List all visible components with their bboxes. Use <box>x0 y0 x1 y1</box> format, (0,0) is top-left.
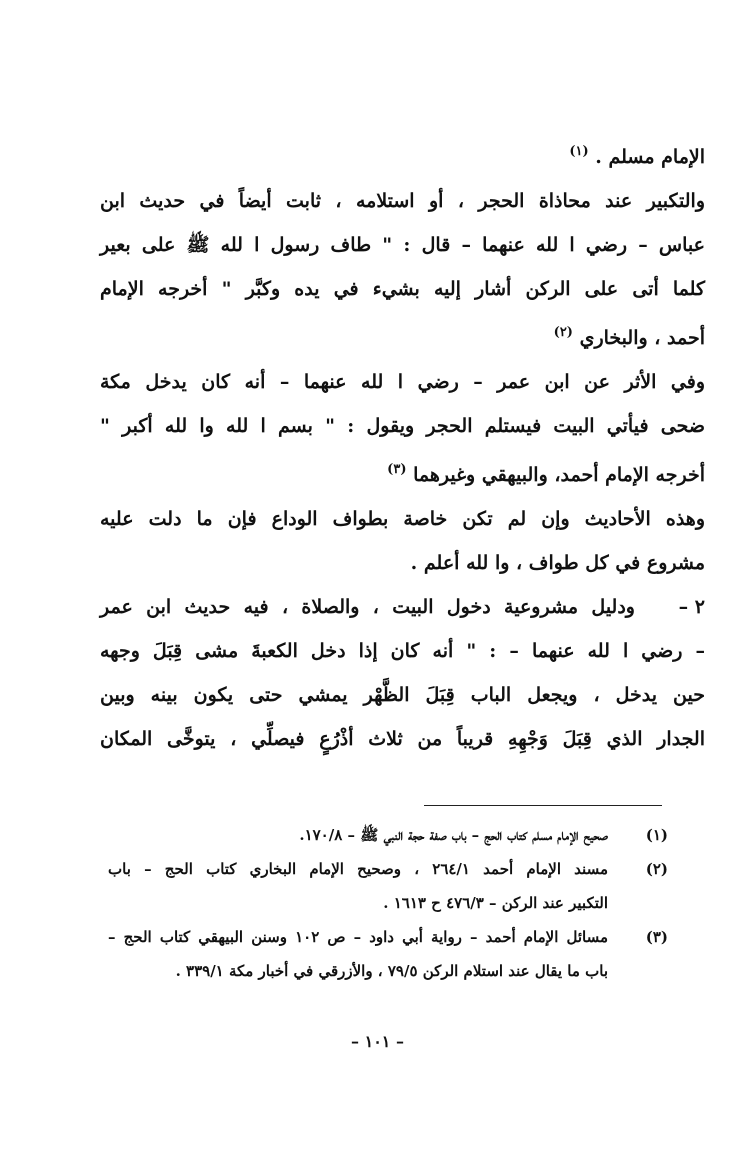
footnote-line: التكبير عند الركن – ٤٧٦/٣ ح ١٦١٣ . <box>383 894 608 912</box>
paragraph-line: وهذه الأحاديث وإن لم تكن خاصة بطواف الوداع فإن ما دلت عليه <box>100 508 705 530</box>
page-number: – ١٠١ – <box>351 1032 404 1051</box>
main-text <box>100 130 705 761</box>
footnote-marker: (٢) <box>553 325 573 340</box>
paragraph-line <box>100 130 705 179</box>
paragraph-line <box>100 448 705 497</box>
footnote <box>108 852 668 920</box>
paragraph-line: عباس – رضي ا لله عنهما – قال : " طاف رسول ا لله ﷺ على بعير <box>100 234 705 256</box>
footnote-divider <box>424 805 662 806</box>
text-line: أخرجه الإمام أحمد، والبيهقي وغيرهما <box>413 464 705 486</box>
footnote <box>108 818 668 852</box>
paragraph-line: كلما أتى على الركن أشار إليه بشيء في يده وكبَّر " أخرجه الإمام <box>100 278 705 300</box>
footnote-line: مسائل الإمام أحمد – رواية أبي داود – ص ١٠٢ وسنن البيهقي كتاب الحج – <box>108 928 608 946</box>
paragraph-line: الجدار الذي قِبَلَ وَجْهِهِ قريباً من ثلاث أذْرُعٍ فيصلِّي ، يتوخَّى المكان <box>100 728 705 750</box>
paragraph-line: – رضي ا لله عنهما – : " أنه كان إذا دخل الكعبةَ مشى قِبَلَ وجهه <box>100 640 705 662</box>
paragraph-line: ضحى فيأتي البيت فيستلم الحجر ويقول : " بسم ا لله وا لله أكبر " <box>100 415 705 437</box>
footnote-marker: (١) <box>569 144 589 159</box>
footnote-marker: (٣) <box>387 462 407 477</box>
footnote-line: صحيح الإمام مسلم كتاب الحج – باب صفة حجة النبي ﷺ – ١٧٠/٨. <box>299 826 608 844</box>
footnote <box>108 920 668 988</box>
footnote-number: (٢) <box>645 860 668 878</box>
text-line: الإمام مسلم . <box>595 146 705 168</box>
paragraph-line: حين يدخل ، ويجعل الباب قِبَلَ الظَّهْر يمشي حتى يكون بينه وبين <box>100 684 705 706</box>
footnote-number: (١) <box>645 826 668 844</box>
paragraph-line: والتكبير عند محاذاة الحجر ، أو استلامه ، ثابت أيضاً في حديث ابن <box>100 190 705 212</box>
list-number: ٢ – <box>678 596 705 618</box>
paragraph-line: مشروع في كل طواف ، وا لله أعلم . <box>410 552 705 574</box>
footnotes <box>108 818 668 988</box>
text-line: أحمد ، والبخاري <box>579 327 705 349</box>
paragraph-line <box>100 311 705 360</box>
footnote-number: (٣) <box>645 928 668 946</box>
paragraph-line: وفي الأثر عن ابن عمر – رضي ا لله عنهما – أنه كان يدخل مكة <box>100 371 705 393</box>
list-item-2 <box>100 585 705 761</box>
footnote-line: باب ما يقال عند استلام الركن ٧٩/٥ ، والأزرقي في أخبار مكة ٣٣٩/١ . <box>175 962 608 980</box>
paragraph-line: ودليل مشروعية دخول البيت ، والصلاة ، فيه حديث ابن عمر <box>100 596 635 618</box>
footnote-line: مسند الإمام أحمد ٢٦٤/١ ، وصحيح الإمام البخاري كتاب الحج – باب <box>108 860 608 878</box>
